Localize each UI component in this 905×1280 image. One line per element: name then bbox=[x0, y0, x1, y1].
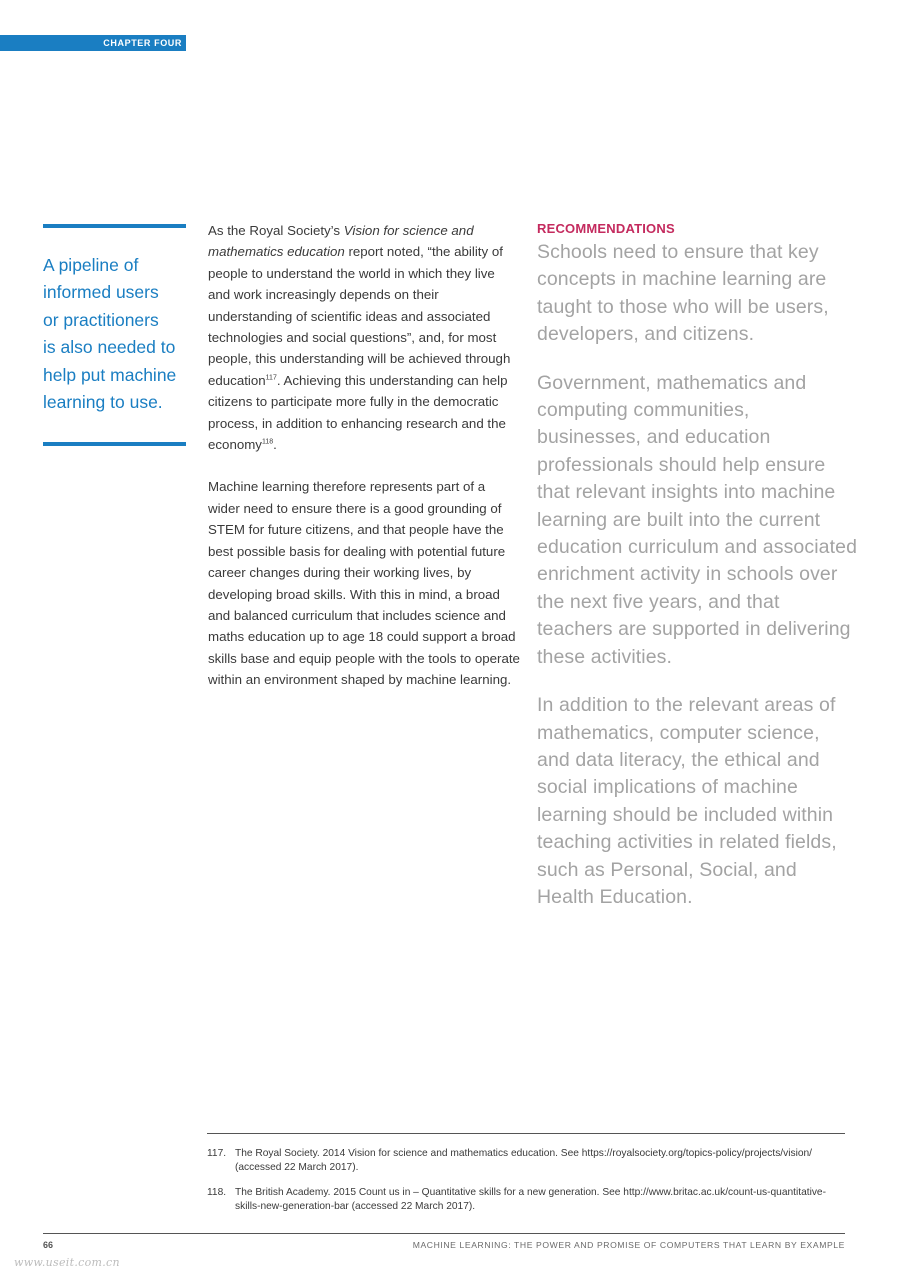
footnotes-divider bbox=[207, 1133, 845, 1134]
watermark: www.useit.com.cn bbox=[14, 1256, 120, 1269]
footnote-text: The Royal Society. 2014 Vision for science and mathematics education. See https://royalsociety.org/topics-policy/projects/vision/ (accessed 22 March 2017). bbox=[235, 1148, 813, 1174]
footnotes bbox=[207, 1147, 847, 1225]
footnote-117 bbox=[207, 1147, 847, 1176]
pull-quote bbox=[43, 252, 193, 416]
pull-quote-rule-top bbox=[43, 224, 186, 228]
pull-quote-line: A pipeline of bbox=[43, 255, 139, 275]
footnote-text: The British Academy. 2015 Count us in – Quantitative skills for a new generation. See http://www.britac.ac.uk/count-us-quantitative-skills-new-generation-bar (accessed 22 March 2017). bbox=[235, 1186, 826, 1213]
body-paragraph-1: As the Royal Society’s Vision for science and mathematics education report noted, “the ability of people to understand the world in which they live and work increasingly depends on their understanding of scientific ideas and associated technologies and social questions”, and, for most people, this understanding will be achieved through education$^{117}$. Achieving this understanding can help citizens to participate more fully in the democratic process, in addition to enhancing research and the economy$^{118}$. bbox=[208, 223, 511, 453]
recommendations-heading: RECOMMENDATIONS bbox=[537, 221, 675, 236]
recommendation-item: In addition to the relevant areas of mathematics, computer science, and data literacy, the ethical and social implications of machine learning should be included within teaching activities in related fields, such as Personal, Social, and Health Education. bbox=[537, 694, 837, 908]
footnote-118 bbox=[207, 1186, 847, 1215]
chapter-label: CHAPTER FOUR bbox=[103, 38, 182, 48]
footnote-number: 118. bbox=[207, 1186, 227, 1198]
footnote-ref-118[interactable]: 118 bbox=[261, 438, 274, 446]
pull-quote-line: learning to use. bbox=[43, 392, 163, 413]
body-paragraph-2: Machine learning therefore represents part of a wider need to ensure there is a good grounding of STEM for future citizens, and that people have the best possible basis for dealing with potential future career changes during their working lives, by developing broad skills. With this in mind, a broad and balanced curriculum that includes science and maths education up to age 18 could support a broad skills base and equip people with the tools to operate within an environment shaped by machine learning. bbox=[208, 479, 520, 688]
recommendations-column bbox=[537, 221, 857, 932]
footnote-number: 117. bbox=[207, 1148, 227, 1159]
report-title: Vision for science and mathematics education bbox=[208, 223, 474, 260]
page-number: 66 bbox=[43, 1240, 54, 1250]
footer-divider bbox=[43, 1233, 845, 1234]
body-text-column bbox=[208, 220, 520, 712]
pull-quote-line: help put machine bbox=[43, 364, 177, 385]
pull-quote-line: informed users bbox=[43, 282, 159, 303]
footnote-ref-117[interactable]: 117 bbox=[265, 374, 277, 382]
recommendation-item: Government, mathematics and computing communities, businesses, and education professionals should help ensure that relevant insights into machine learning are built into the current education curriculum and associated enrichment activity in schools over the next five years, and that teachers are supported in delivering these activities. bbox=[537, 371, 858, 668]
chapter-tab bbox=[0, 35, 186, 51]
running-title: MACHINE LEARNING: THE POWER AND PROMISE OF COMPUTERS THAT LEARN BY EXAMPLE bbox=[412, 1240, 845, 1250]
pull-quote-line: or practitioners bbox=[43, 309, 159, 330]
pull-quote-line: is also needed to bbox=[43, 337, 176, 358]
recommendation-item: Schools need to ensure that key concepts in machine learning are taught to those who will be users, developers, and citizens. bbox=[537, 241, 829, 346]
pull-quote-rule-bottom bbox=[43, 442, 186, 446]
